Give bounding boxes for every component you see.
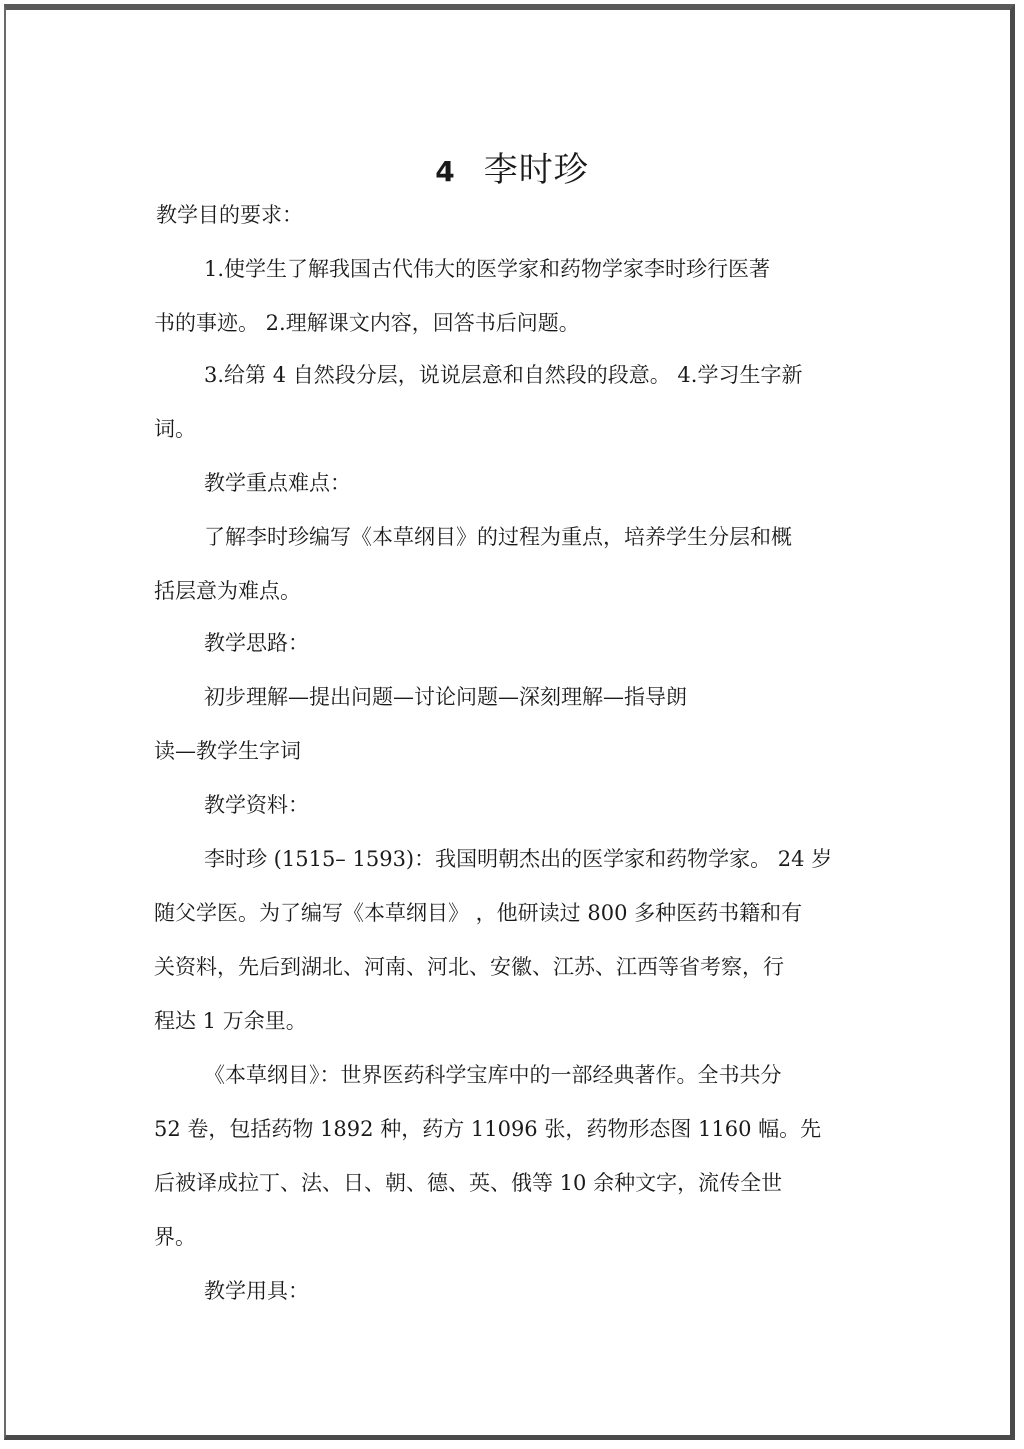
objective-line: 书的事迹。 2.理解课文内容，回答书后问题。 (154, 311, 580, 335)
materials-line: 52 卷，包括药物 1892 种，药方 11096 张，药物形态图 1160 幅。先 (154, 1117, 822, 1141)
materials-line: 程达 1 万余里。 (154, 1009, 307, 1033)
heading-materials: 教学资料： (204, 793, 309, 817)
heading-objectives: 教学目的要求： (156, 203, 303, 227)
heading-key-points: 教学重点难点： (204, 471, 351, 495)
materials-line: 《本草纲目》：世界医药科学宝库中的一部经典著作。全书共分 (204, 1063, 782, 1087)
teaching-approach-line: 初步理解—提出问题—讨论问题—深刻理解—指导朗 (204, 685, 687, 709)
objective-line: 1.使学生了解我国古代伟大的医学家和药物学家李时珍行医著 (204, 257, 771, 281)
materials-line: 后被译成拉丁、法、日、朝、德、英、俄等 10 余种文字，流传全世 (154, 1171, 783, 1195)
objective-line: 3.给第 4 自然段分层，说说层意和自然段的段意。 4.学习生字新 (204, 363, 803, 387)
materials-line: 李时珍 (1515– 1593)：我国明朝杰出的医学家和药物学家。 24 岁 (204, 847, 833, 871)
teaching-approach-line: 读—教学生字词 (154, 739, 301, 763)
key-points-line: 了解李时珍编写《本草纲目》的过程为重点，培养学生分层和概 (204, 525, 792, 549)
key-points-line: 括层意为难点。 (154, 579, 301, 603)
page-title (0, 142, 1024, 191)
materials-line: 随父学医。为了编写《本草纲目》 ，他研读过 800 多种医药书籍和有 (154, 901, 803, 925)
materials-line: 关资料，先后到湖北、河南、河北、安徽、江苏、江西等省考察，行 (154, 955, 784, 979)
objective-line: 词。 (154, 417, 196, 441)
materials-line: 界。 (154, 1225, 196, 1249)
lesson-number: 4 (435, 155, 456, 188)
lesson-title: 李时珍 (483, 150, 589, 190)
heading-teaching-tools: 教学用具： (204, 1279, 309, 1303)
heading-teaching-approach: 教学思路： (204, 631, 309, 655)
